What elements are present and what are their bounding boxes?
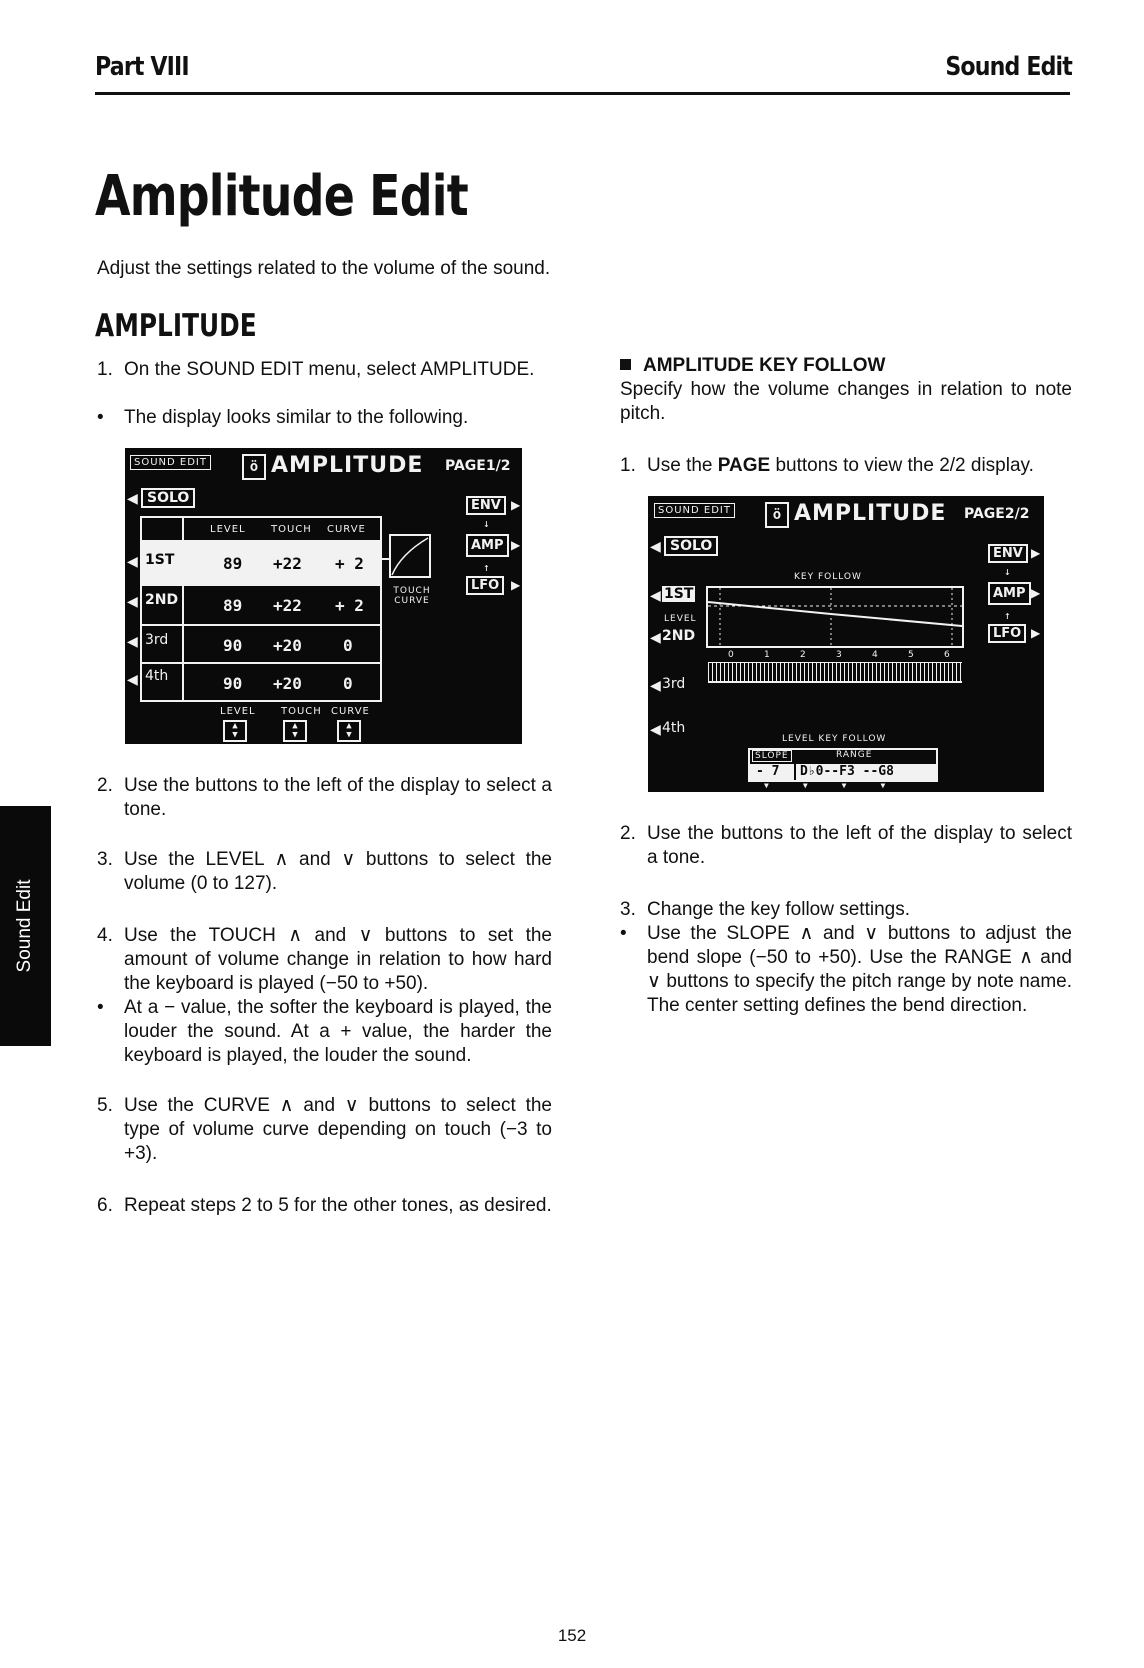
- sound-edit-tag: SOUND EDIT: [654, 503, 735, 518]
- step-text: Use the buttons to the left of the display to select a tone.: [124, 775, 552, 820]
- step-number: 3.: [97, 849, 113, 870]
- page-number: 152: [557, 1626, 587, 1645]
- level-axis-label: LEVEL: [664, 614, 697, 624]
- curve-updown-button[interactable]: ▲ ▼: [337, 720, 361, 742]
- step-text: On the SOUND EDIT menu, select AMPLITUDE.: [124, 359, 535, 380]
- octave-number: 3: [836, 650, 843, 660]
- bullet-dot: •: [97, 407, 104, 428]
- right-step-1: [620, 454, 1072, 478]
- page-indicator: PAGE2/2: [964, 506, 1030, 522]
- square-bullet-icon: [620, 359, 631, 370]
- header-rule: [95, 92, 1070, 95]
- bottom-label-curve: CURVE: [331, 706, 370, 717]
- tone-button-3rd[interactable]: 3rd: [662, 676, 686, 692]
- touch-curve-graph: [389, 534, 431, 578]
- key-follow-slope-line: [708, 588, 962, 646]
- octave-number: 6: [944, 650, 951, 660]
- tone-button-3rd[interactable]: 3rd: [145, 632, 169, 648]
- arrow-right-icon: ▶: [511, 578, 521, 592]
- range-label: RANGE: [836, 750, 873, 760]
- value-divider: [794, 764, 796, 780]
- step-text: Use the CURVE ∧ and ∨ buttons to select the type of volume curve depending on touch (−3 to +3).: [124, 1095, 552, 1164]
- step-6: [97, 1194, 552, 1218]
- subheading-text: AMPLITUDE KEY FOLLOW: [643, 355, 886, 376]
- level-updown-button[interactable]: ▲ ▼: [223, 720, 247, 742]
- step-text: Repeat steps 2 to 5 for the other tones, as desired.: [124, 1195, 552, 1216]
- arrow-down-icon: ↓: [1004, 565, 1011, 578]
- table-row-line: [140, 624, 382, 626]
- arrow-up-icon: ↑: [1004, 609, 1011, 622]
- step-5: [97, 1094, 552, 1166]
- touch-value: +22: [273, 554, 302, 573]
- tab-env[interactable]: ENV: [466, 496, 506, 515]
- curve-value: 0: [343, 636, 353, 655]
- step-4: [97, 924, 552, 996]
- arrow-left-icon: ◀: [650, 678, 661, 694]
- octave-number: 0: [728, 650, 735, 660]
- step-number: 2.: [97, 775, 113, 796]
- curve-value: + 2: [335, 596, 364, 615]
- arrow-right-icon: ▶: [1031, 546, 1041, 560]
- bullet-text: At a − value, the softer the keyboard is played, the louder the sound. At a + value, the harder the keyboard is played, the louder the sound.: [124, 997, 552, 1066]
- arrow-left-icon: ◀: [127, 594, 138, 610]
- step-number: 3.: [620, 899, 636, 920]
- lcd-display-page1: [125, 448, 522, 744]
- arrow-left-icon: ◀: [650, 588, 661, 604]
- curve-value: + 2: [335, 554, 364, 573]
- sound-edit-tag: SOUND EDIT: [130, 455, 211, 470]
- tab-amp[interactable]: AMP: [466, 534, 509, 557]
- step-2: [97, 774, 552, 822]
- intro-text: Adjust the settings related to the volume of the sound.: [97, 258, 551, 279]
- step-text: Use the TOUCH ∧ and ∨ buttons to set the amount of volume change in relation to how hard the keyboard is played (−50 to +50).: [124, 925, 552, 994]
- section-heading: AMPLITUDE: [95, 308, 257, 344]
- arrow-left-icon: ◀: [650, 630, 661, 646]
- step-text-post: buttons to view the 2/2 display.: [770, 455, 1034, 476]
- tab-lfo[interactable]: LFO: [466, 576, 504, 595]
- step-text-pre: Use the: [647, 455, 718, 476]
- arrow-left-icon: ◀: [650, 722, 661, 738]
- lcd-display-page2: [648, 496, 1044, 792]
- bullet-touch-explanation: [97, 996, 552, 1068]
- key-follow-label: KEY FOLLOW: [794, 572, 862, 582]
- step-number: 6.: [97, 1195, 113, 1216]
- bullet-text: Use the SLOPE ∧ and ∨ buttons to adjust the bend slope (−50 to +50). Use the RANGE ∧ and ∨ buttons to specify the pitch range by note name. The center setting defines the bend direction.: [647, 923, 1072, 1016]
- amplitude-icon: ö: [765, 502, 789, 528]
- page-indicator: PAGE1/2: [445, 458, 511, 474]
- tab-amp[interactable]: AMP: [988, 582, 1031, 605]
- step-text: Change the key follow settings.: [647, 899, 910, 920]
- arrow-right-icon: ▶: [1031, 586, 1041, 600]
- arrow-left-icon: ◀: [127, 554, 138, 570]
- touch-curve-label: TOUCH CURVE: [393, 586, 431, 606]
- bullet-slope-range: [620, 922, 1072, 1018]
- slope-value: - 7: [756, 764, 780, 779]
- step-number: 2.: [620, 823, 636, 844]
- page-title: Amplitude Edit: [95, 164, 468, 229]
- level-value: 89: [223, 554, 243, 573]
- octave-number: 1: [764, 650, 771, 660]
- display-title: AMPLITUDE: [271, 453, 424, 478]
- arrow-right-icon: ▶: [511, 538, 521, 552]
- table-row-line: [140, 584, 382, 586]
- bottom-label-level: LEVEL: [220, 706, 256, 717]
- arrow-left-icon: ◀: [127, 491, 138, 507]
- arrow-right-icon: ▶: [1031, 626, 1041, 640]
- level-value: 90: [223, 674, 243, 693]
- step-number: 4.: [97, 925, 113, 946]
- level-key-follow-caption: LEVEL KEY FOLLOW: [782, 734, 887, 744]
- header-section: Sound Edit: [945, 52, 1072, 82]
- bullet-display: [97, 406, 552, 430]
- step-text: Use the buttons to the left of the display to select a tone.: [647, 823, 1072, 868]
- side-tab: [0, 806, 51, 1046]
- level-value: 90: [223, 636, 243, 655]
- step-number: 1.: [97, 359, 113, 380]
- side-tab-label: Sound Edit: [14, 879, 35, 973]
- column-header-touch: TOUCH: [271, 524, 312, 535]
- bullet-dot: •: [620, 923, 627, 944]
- updown-markers: ▼▼▼▼: [764, 781, 920, 790]
- right-step-2: [620, 822, 1072, 870]
- arrow-left-icon: ◀: [127, 634, 138, 650]
- slope-label: SLOPE: [752, 750, 792, 762]
- solo-button[interactable]: SOLO: [664, 536, 718, 556]
- touch-value: +20: [273, 674, 302, 693]
- octave-number: 4: [872, 650, 879, 660]
- page-keyword: PAGE: [717, 455, 771, 476]
- bullet-dot: •: [97, 997, 104, 1018]
- curve-value: 0: [343, 674, 353, 693]
- touch-updown-button[interactable]: ▲ ▼: [283, 720, 307, 742]
- octave-number: 5: [908, 650, 915, 660]
- tab-env[interactable]: ENV: [988, 544, 1028, 563]
- bullet-text: The display looks similar to the following.: [124, 407, 469, 428]
- column-header-curve: CURVE: [327, 524, 366, 535]
- solo-button[interactable]: SOLO: [141, 488, 195, 508]
- tone-button-1st[interactable]: 1ST: [145, 552, 175, 568]
- key-follow-description: Specify how the volume changes in relation to note pitch.: [620, 379, 1072, 424]
- touch-value: +22: [273, 596, 302, 615]
- display-title: AMPLITUDE: [794, 501, 947, 526]
- amplitude-icon: ö: [242, 454, 266, 480]
- tone-button-2nd[interactable]: 2ND: [662, 628, 696, 644]
- arrow-left-icon: ◀: [650, 539, 661, 555]
- tone-button-1st[interactable]: 1ST: [664, 586, 694, 602]
- tone-button-4th[interactable]: 4th: [662, 720, 686, 736]
- tone-button-2nd[interactable]: 2ND: [145, 592, 179, 608]
- step-number: 1.: [620, 455, 636, 476]
- curve-connector: [382, 558, 390, 560]
- step-3: [97, 848, 552, 896]
- step-text: Use the LEVEL ∧ and ∨ buttons to select the volume (0 to 127).: [124, 849, 552, 894]
- tab-lfo[interactable]: LFO: [988, 624, 1026, 643]
- table-row-line: [140, 662, 382, 664]
- header-part: Part VIII: [95, 52, 189, 82]
- subheading-key-follow: [620, 354, 885, 378]
- touch-value: +20: [273, 636, 302, 655]
- right-step-3: [620, 898, 1072, 922]
- arrow-left-icon: ◀: [127, 672, 138, 688]
- octave-number: 2: [800, 650, 807, 660]
- range-value: D♭0--F3 --G8: [800, 764, 894, 779]
- tone-button-4th[interactable]: 4th: [145, 668, 169, 684]
- arrow-up-icon: ↑: [483, 561, 490, 574]
- mini-keyboard: [708, 662, 962, 683]
- step-number: 5.: [97, 1095, 113, 1116]
- step-1: [97, 358, 552, 382]
- step-text: [647, 454, 1072, 478]
- bottom-label-touch: TOUCH: [281, 706, 322, 717]
- arrow-down-icon: ↓: [483, 517, 490, 530]
- level-value: 89: [223, 596, 243, 615]
- arrow-right-icon: ▶: [511, 498, 521, 512]
- column-header-level: LEVEL: [210, 524, 246, 535]
